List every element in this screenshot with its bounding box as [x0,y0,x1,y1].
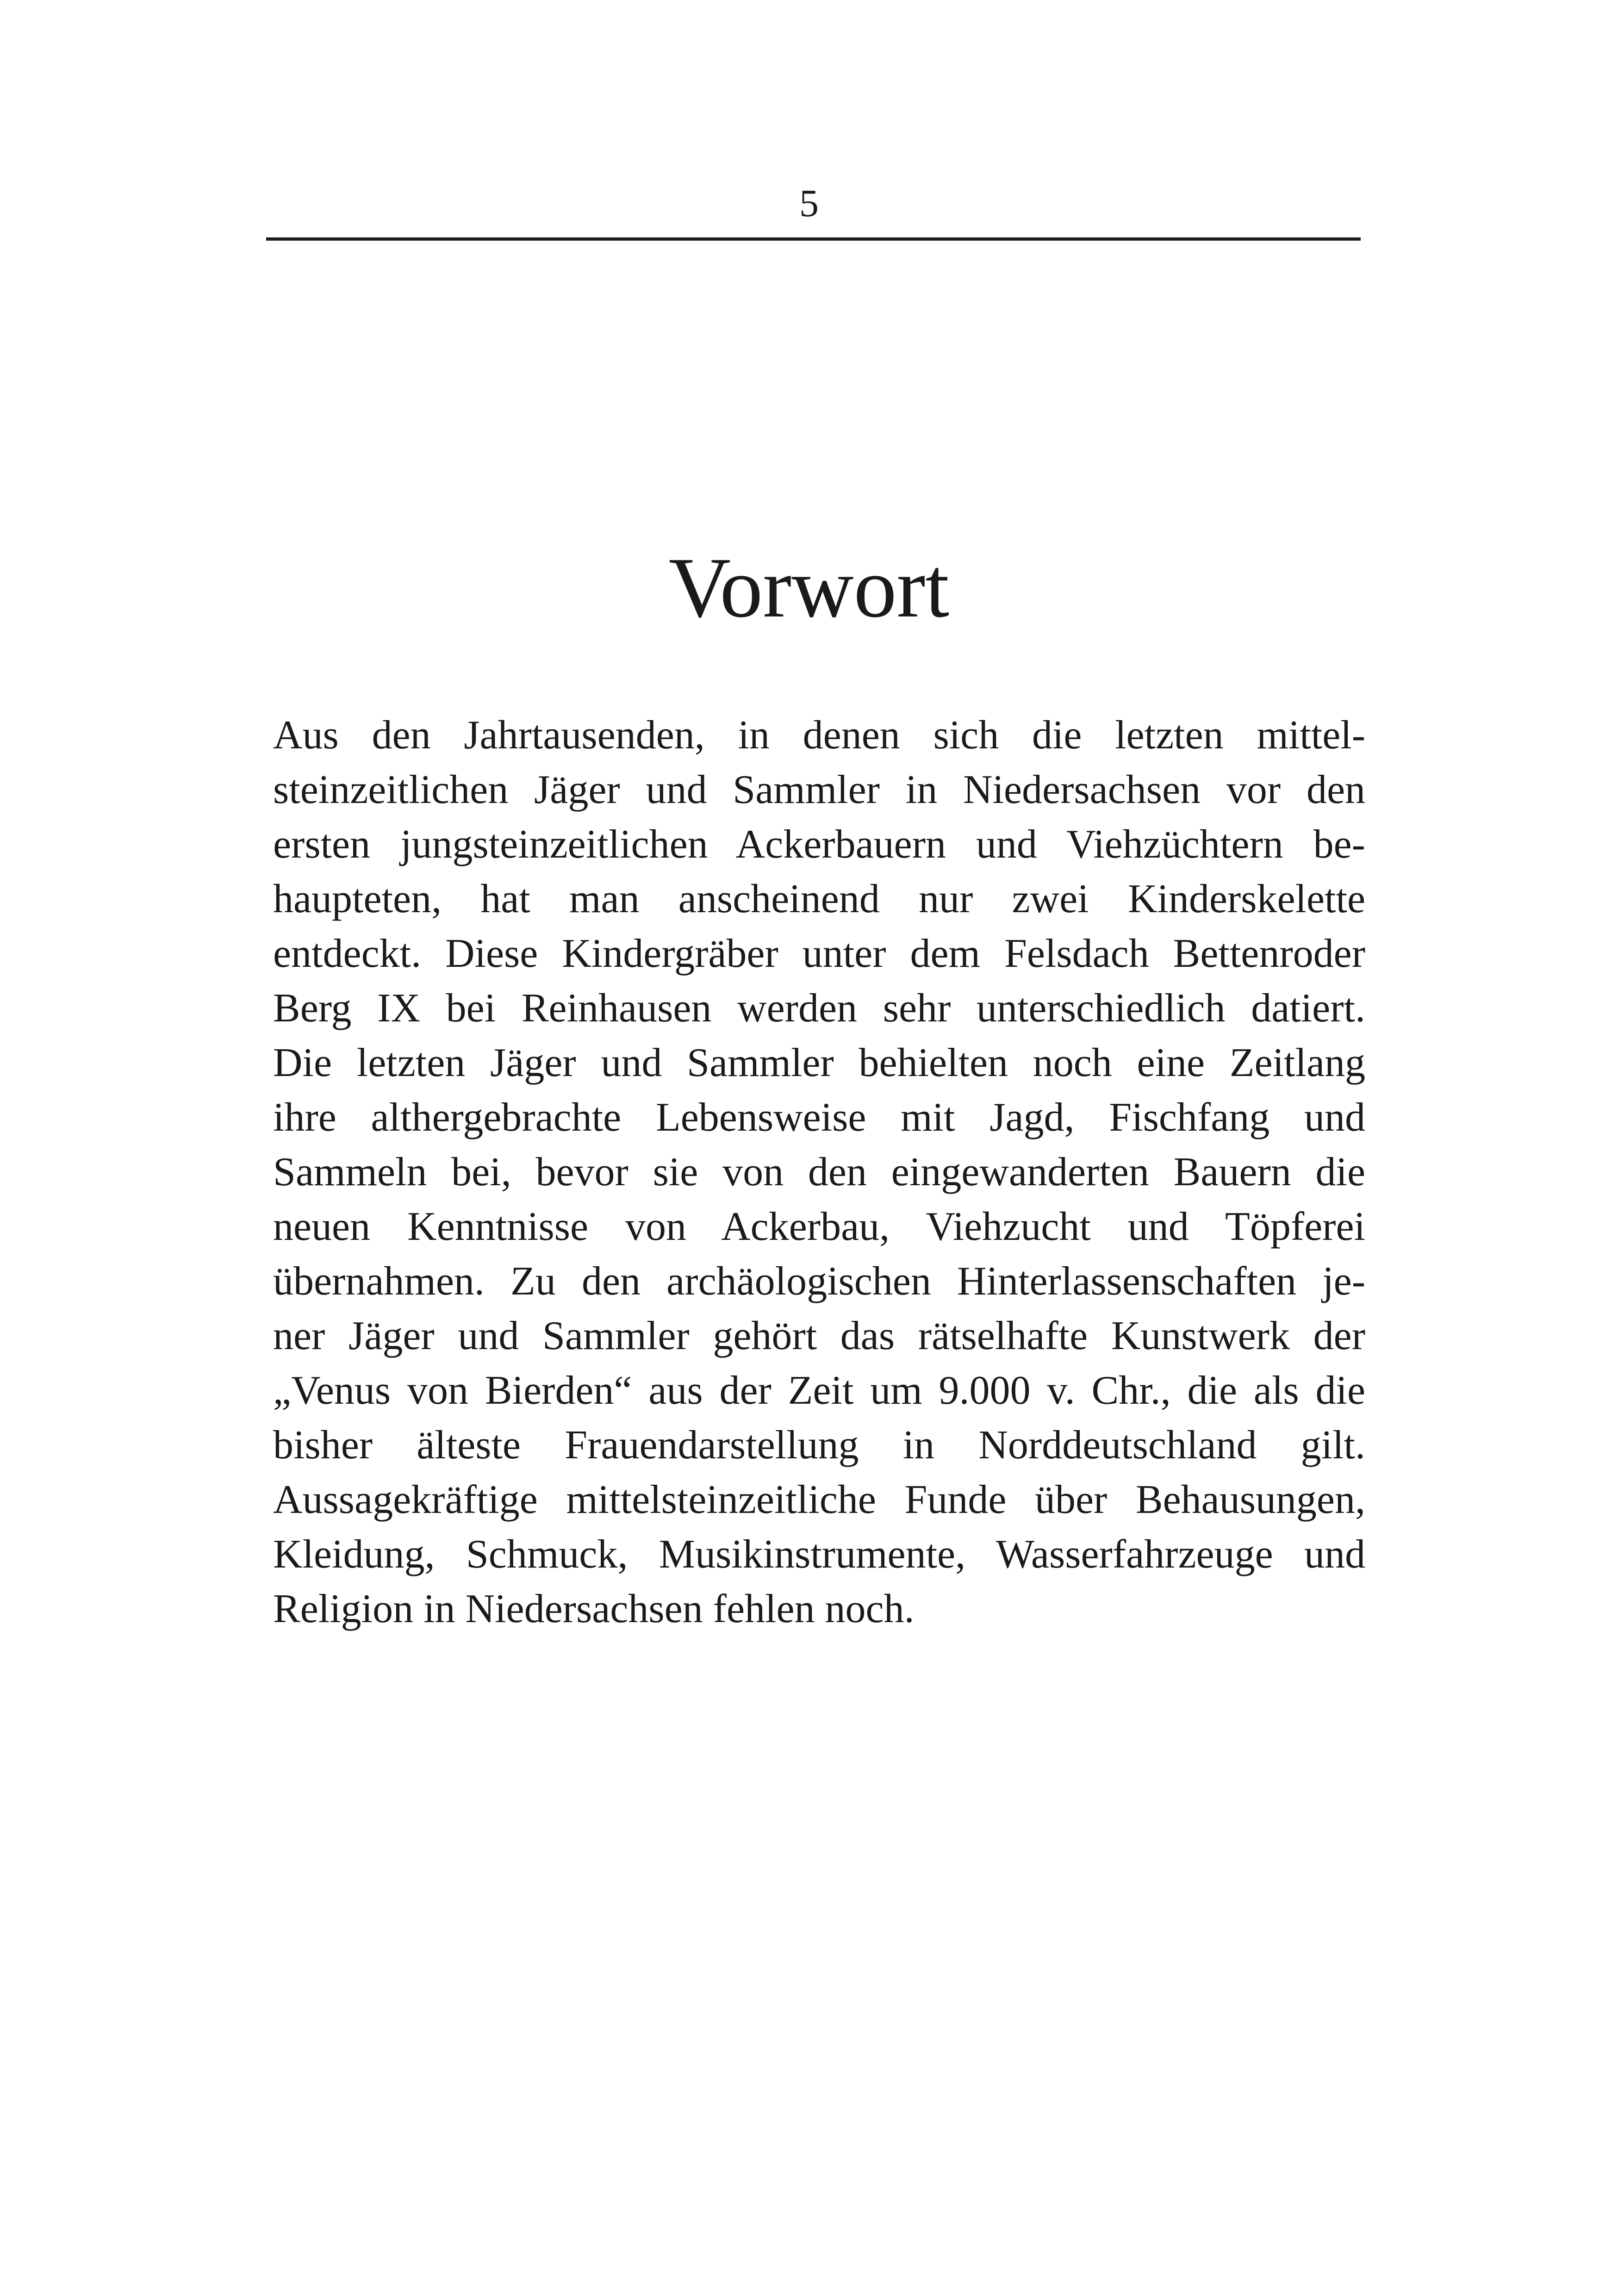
body-paragraph [273,708,1365,1636]
header-rule [266,237,1361,241]
body-line: Aus den Jahrtausenden, in denen sich die letzten mittel- [273,713,1365,758]
body-line: ihre althergebrachte Lebensweise mit Jagd, Fischfang und [273,1095,1365,1140]
page-number: 5 [799,182,819,225]
body-line: Die letzten Jäger und Sammler behielten noch eine Zeitlang [273,1040,1365,1085]
body-line: steinzeitlichen Jäger und Sammler in Niedersachsen vor den [273,767,1365,812]
body-line: bisher älteste Frauendarstellung in Norddeutschland gilt. [273,1423,1365,1468]
body-line: haupteten, hat man anscheinend nur zwei Kinderskelette [273,877,1365,921]
body-line: Aussagekräftige mittelsteinzeitliche Funde über Behausungen, [273,1477,1365,1522]
body-line: Kleidung, Schmuck, Musikinstrumente, Wasserfahrzeuge und [273,1532,1365,1577]
body-line: Sammeln bei, bevor sie von den eingewanderten Bauern die [273,1150,1365,1195]
body-line: ersten jungsteinzeitlichen Ackerbauern und Viehzüchtern be- [273,822,1365,867]
body-line: Berg IX bei Reinhausen werden sehr unterschiedlich datiert. [273,986,1365,1031]
body-line: entdeckt. Diese Kindergräber unter dem Felsdach Bettenroder [273,931,1365,976]
body-line: „Venus von Bierden“ aus der Zeit um 9.000 v. Chr., die als die [273,1368,1365,1413]
body-line: übernahmen. Zu den archäologischen Hinterlassenschaften je- [273,1259,1365,1304]
body-line: Religion in Niedersachsen fehlen noch. [273,1587,915,1631]
page-title: Vorwort [668,540,950,635]
body-line: neuen Kenntnisse von Ackerbau, Viehzucht und Töpferei [273,1204,1365,1249]
body-line: ner Jäger und Sammler gehört das rätselhafte Kunstwerk der [273,1313,1365,1358]
